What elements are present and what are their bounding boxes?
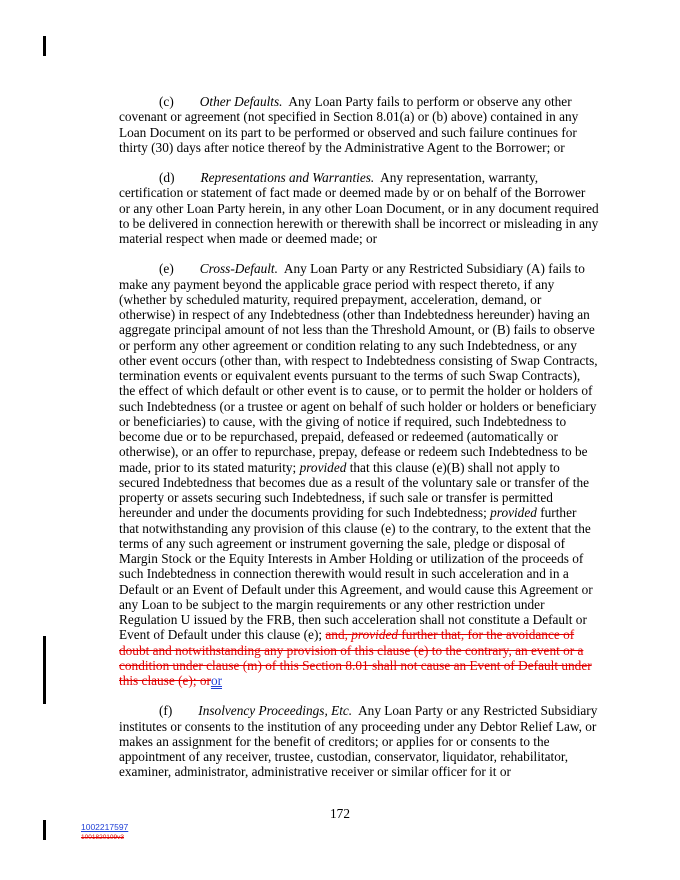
deleted-text-1: and, — [325, 627, 348, 643]
inserted-text: or — [210, 673, 223, 688]
paragraph-f-label: (f) — [159, 703, 173, 719]
paragraph-e-body-3: further that notwithstanding any provision of this clause (e) to the contrary, to the extent that the terms of any such agreement or instrument governing the sale, pledge or disposal of Margin Stock or the Equity Interests in Amber Holding or utilization of the proceeds of such Indebtedness in connection therewith would result in such acceleration and in a Default or an Event of Default under this Agreement, and would cause this Agreement or any Loan to be subject to the margin requirements or any other restriction under Regulation U issued by the FRB, then such acceleration shall not constitute a Default or Event of Default under this clause (e); — [119, 505, 593, 643]
paragraph-e-label: (e) — [159, 261, 174, 277]
change-bar-middle — [43, 636, 46, 704]
paragraph-e-heading: Cross-Default. — [199, 261, 278, 277]
paragraph-e-body-1: Any Loan Party or any Restricted Subsidiary (A) fails to make any payment beyond the applicable grace period with respect thereto, if any (whether by scheduled maturity, required prepayment, acceleration, demand, or otherwise) in respect of any Indebtedness (other than Indebtedness hereunder) having an aggregate principal amount of not less than the Threshold Amount, or (B) fails to observe or perform any other agreement or condition relating to any such Indebtedness, or any other event occurs (other than, with respect to Indebtedness consisting of Swap Contracts, termination events or equivalent events pursuant to the terms of such Swap Contracts), the effect of which default or other event is to cause, or to permit the holder or holders of such Indebtedness (or a trustee or agent on behalf of such holder or holders or beneficiary or beneficiaries) to cause, with the giving of notice if required, such Indebtedness to become due or to be repurchased, prepaid, defeased or redeemed (automatically or otherwise), or an offer to repurchase, prepay, defease or redeem such Indebtedness to be made, prior to its stated maturity; — [119, 261, 598, 475]
paragraph-f — [119, 703, 599, 779]
change-bar-top — [43, 36, 46, 56]
change-bar-bottom — [43, 820, 46, 840]
deleted-text-2: further that, for the avoidance of doubt and notwithstanding any provision of this clause (e) to the contrary, an event or a condition under clause (m) of this Section 8.01 shall not cause an Event of Default under this clause (e); or — [119, 627, 592, 688]
paragraph-f-heading: Insolvency Proceedings, Etc. — [198, 703, 353, 719]
document-id-old: 1001820109v3 — [81, 834, 125, 841]
paragraph-c-label: (c) — [159, 94, 174, 109]
paragraph-e-body-2: that this clause (e)(B) shall not apply to secured Indebtedness that becomes due as a result of the voluntary sale or transfer of the property or assets securing such Indebtedness, if such sale or transfer is permitted hereunder and under the documents providing for such Indebtedness; — [119, 459, 590, 521]
paragraph-e-provided-1: provided — [299, 459, 347, 475]
paragraph-d-label: (d) — [159, 170, 175, 185]
paragraph-c-heading: Other Defaults. — [199, 94, 283, 109]
paragraph-d — [119, 170, 599, 246]
paragraph-d-heading: Representations and Warranties. — [200, 170, 375, 185]
paragraph-f-body: Any Loan Party or any Restricted Subsidiary institutes or consents to the institution of any proceeding under any Debtor Relief Law, or makes an assignment for the benefit of creditors; or applies for or consents to the appointment of any receiver, trustee, custodian, conservator, liquidator, rehabilitator, examiner, administrator, administrative receiver or similar officer for it or — [119, 703, 598, 780]
paragraph-d-body: Any representation, warranty, certification or statement of fact made or deemed made by or on behalf of the Borrower or any other Loan Party herein, in any other Loan Document, or in any document required to be delivered in connection herewith or therewith shall be incorrect or misleading in any material respect when made or deemed made; or — [119, 170, 599, 246]
paragraph-e — [119, 261, 599, 688]
document-id: 1002217597 — [81, 822, 129, 832]
deleted-provided: provided — [351, 627, 399, 643]
paragraph-c-body: Any Loan Party fails to perform or observe any other covenant or agreement (not specified in Section 8.01(a) or (b) above) contained in any Loan Document on its part to be performed or observed and such failure continues for thirty (30) days after notice thereof by the Administrative Agent to the Borrower; or — [119, 94, 579, 155]
paragraph-c — [119, 94, 599, 155]
paragraph-e-provided-2: provided — [490, 505, 537, 521]
page-number: 172 — [330, 806, 350, 821]
body-text — [119, 94, 599, 795]
